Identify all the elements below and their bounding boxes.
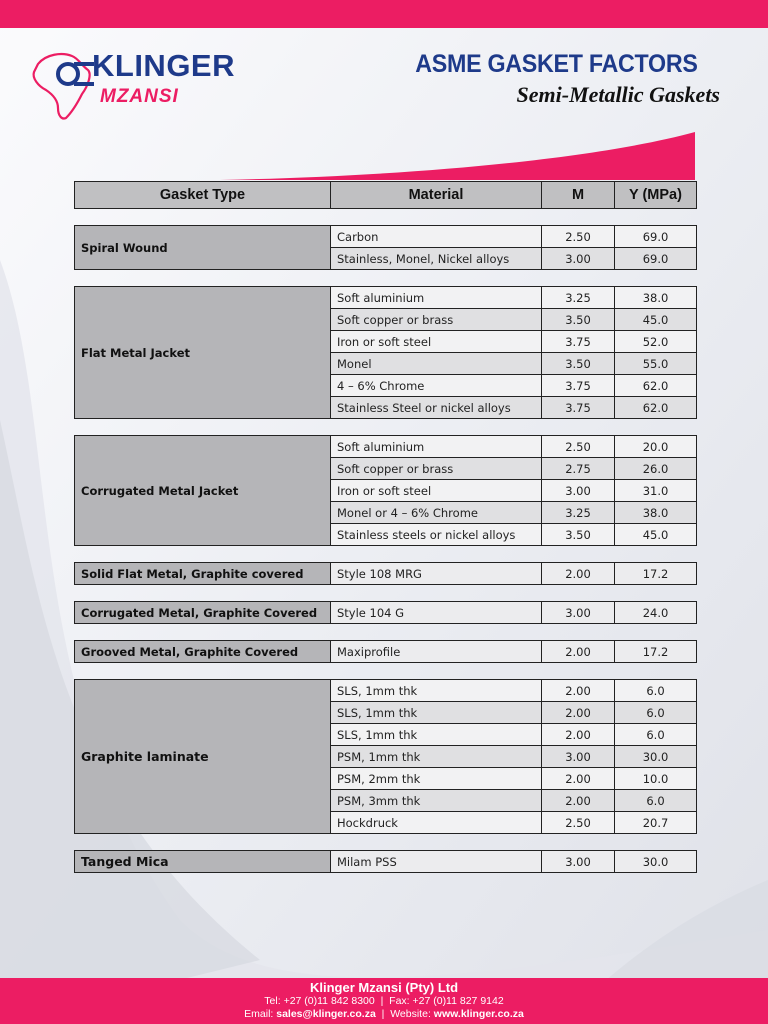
gasket-group-table bbox=[74, 562, 697, 585]
m-value-cell: 3.00 bbox=[542, 851, 615, 873]
table-row bbox=[75, 563, 697, 585]
footer-separator: | bbox=[378, 1008, 388, 1020]
gasket-type-cell: Corrugated Metal Jacket bbox=[75, 436, 331, 546]
material-cell: SLS, 1mm thk bbox=[331, 702, 542, 724]
table-row bbox=[75, 287, 697, 309]
y-value-cell: 17.2 bbox=[615, 563, 697, 585]
m-value-cell: 2.00 bbox=[542, 641, 615, 663]
y-value-cell: 6.0 bbox=[615, 724, 697, 746]
logo-wordmark: KLINGER bbox=[92, 48, 235, 83]
y-value-cell: 62.0 bbox=[615, 375, 697, 397]
m-value-cell: 3.75 bbox=[542, 397, 615, 419]
company-logo bbox=[28, 46, 268, 126]
gasket-group-table bbox=[74, 435, 697, 546]
header-swoosh bbox=[0, 128, 768, 188]
material-cell: SLS, 1mm thk bbox=[331, 680, 542, 702]
table-header bbox=[74, 181, 697, 209]
y-value-cell: 69.0 bbox=[615, 226, 697, 248]
website-link[interactable]: www.klinger.co.za bbox=[433, 1008, 524, 1020]
email-link[interactable]: sales@klinger.co.za bbox=[276, 1008, 376, 1020]
column-header-m: M bbox=[542, 182, 615, 209]
gasket-group-table bbox=[74, 850, 697, 873]
m-value-cell: 2.00 bbox=[542, 563, 615, 585]
material-cell: Stainless Steel or nickel alloys bbox=[331, 397, 542, 419]
table-row bbox=[75, 641, 697, 663]
material-cell: Soft aluminium bbox=[331, 436, 542, 458]
m-value-cell: 2.00 bbox=[542, 680, 615, 702]
footer bbox=[0, 978, 768, 1024]
gasket-type-cell: Solid Flat Metal, Graphite covered bbox=[75, 563, 331, 585]
website-label: Website: bbox=[390, 1008, 431, 1020]
gasket-group-table bbox=[74, 286, 697, 419]
table-row bbox=[75, 602, 697, 624]
material-cell: Monel bbox=[331, 353, 542, 375]
table-row bbox=[75, 436, 697, 458]
y-value-cell: 45.0 bbox=[615, 524, 697, 546]
y-value-cell: 45.0 bbox=[615, 309, 697, 331]
logo-subtext: MZANSI bbox=[100, 86, 179, 107]
material-cell: Hockdruck bbox=[331, 812, 542, 834]
gasket-group-table bbox=[74, 601, 697, 624]
y-value-cell: 20.7 bbox=[615, 812, 697, 834]
y-value-cell: 6.0 bbox=[615, 680, 697, 702]
tel-number: +27 (0)11 842 8300 bbox=[283, 995, 375, 1007]
material-cell: PSM, 3mm thk bbox=[331, 790, 542, 812]
material-cell: Stainless steels or nickel alloys bbox=[331, 524, 542, 546]
material-cell: Style 104 G bbox=[331, 602, 542, 624]
y-value-cell: 55.0 bbox=[615, 353, 697, 375]
y-value-cell: 6.0 bbox=[615, 790, 697, 812]
y-value-cell: 38.0 bbox=[615, 287, 697, 309]
material-cell: Iron or soft steel bbox=[331, 480, 542, 502]
m-value-cell: 2.75 bbox=[542, 458, 615, 480]
m-value-cell: 2.00 bbox=[542, 768, 615, 790]
y-value-cell: 24.0 bbox=[615, 602, 697, 624]
column-header-material: Material bbox=[331, 182, 542, 209]
top-accent-bar bbox=[0, 0, 768, 28]
y-value-cell: 6.0 bbox=[615, 702, 697, 724]
m-value-cell: 3.00 bbox=[542, 602, 615, 624]
m-value-cell: 3.50 bbox=[542, 524, 615, 546]
column-header-gasket-type: Gasket Type bbox=[75, 182, 331, 209]
page-title: ASME GASKET FACTORS bbox=[415, 50, 698, 78]
m-value-cell: 3.50 bbox=[542, 309, 615, 331]
gasket-factors-table bbox=[74, 181, 696, 873]
material-cell: Style 108 MRG bbox=[331, 563, 542, 585]
gasket-type-cell: Spiral Wound bbox=[75, 226, 331, 270]
gasket-type-cell: Grooved Metal, Graphite Covered bbox=[75, 641, 331, 663]
m-value-cell: 3.75 bbox=[542, 331, 615, 353]
gasket-type-cell: Graphite laminate bbox=[75, 680, 331, 834]
fax-label: Fax: bbox=[389, 995, 410, 1007]
material-cell: Iron or soft steel bbox=[331, 331, 542, 353]
material-cell: Carbon bbox=[331, 226, 542, 248]
m-value-cell: 2.50 bbox=[542, 436, 615, 458]
page-subtitle: Semi-Metallic Gaskets bbox=[516, 82, 720, 107]
m-value-cell: 2.00 bbox=[542, 702, 615, 724]
material-cell: Stainless, Monel, Nickel alloys bbox=[331, 248, 542, 270]
m-value-cell: 2.00 bbox=[542, 724, 615, 746]
table-row bbox=[75, 851, 697, 873]
m-value-cell: 3.75 bbox=[542, 375, 615, 397]
material-cell: Soft aluminium bbox=[331, 287, 542, 309]
gasket-group-table bbox=[74, 679, 697, 834]
material-cell: SLS, 1mm thk bbox=[331, 724, 542, 746]
y-value-cell: 20.0 bbox=[615, 436, 697, 458]
material-cell: Monel or 4 – 6% Chrome bbox=[331, 502, 542, 524]
gasket-group-table bbox=[74, 640, 697, 663]
material-cell: PSM, 2mm thk bbox=[331, 768, 542, 790]
table-row bbox=[75, 680, 697, 702]
m-value-cell: 2.00 bbox=[542, 790, 615, 812]
material-cell: Soft copper or brass bbox=[331, 458, 542, 480]
y-value-cell: 30.0 bbox=[615, 851, 697, 873]
material-cell: Milam PSS bbox=[331, 851, 542, 873]
y-value-cell: 52.0 bbox=[615, 331, 697, 353]
m-value-cell: 3.50 bbox=[542, 353, 615, 375]
table-body bbox=[74, 225, 696, 873]
m-value-cell: 3.00 bbox=[542, 746, 615, 768]
m-value-cell: 3.00 bbox=[542, 248, 615, 270]
m-value-cell: 3.25 bbox=[542, 502, 615, 524]
m-value-cell: 3.25 bbox=[542, 287, 615, 309]
footer-separator: | bbox=[377, 995, 387, 1007]
column-header-y: Y (MPa) bbox=[615, 182, 697, 209]
gasket-group-table bbox=[74, 225, 697, 270]
fax-number: +27 (0)11 827 9142 bbox=[412, 995, 504, 1007]
y-value-cell: 17.2 bbox=[615, 641, 697, 663]
footer-company: Klinger Mzansi (Pty) Ltd bbox=[309, 980, 459, 995]
m-value-cell: 2.50 bbox=[542, 226, 615, 248]
m-value-cell: 2.50 bbox=[542, 812, 615, 834]
y-value-cell: 26.0 bbox=[615, 458, 697, 480]
material-cell: PSM, 1mm thk bbox=[331, 746, 542, 768]
m-value-cell: 3.00 bbox=[542, 480, 615, 502]
email-label: Email: bbox=[244, 1008, 274, 1020]
y-value-cell: 69.0 bbox=[615, 248, 697, 270]
material-cell: Soft copper or brass bbox=[331, 309, 542, 331]
gasket-type-cell: Corrugated Metal, Graphite Covered bbox=[75, 602, 331, 624]
y-value-cell: 38.0 bbox=[615, 502, 697, 524]
y-value-cell: 31.0 bbox=[615, 480, 697, 502]
footer-contact-line bbox=[0, 995, 768, 1008]
material-cell: 4 – 6% Chrome bbox=[331, 375, 542, 397]
tel-label: Tel: bbox=[264, 995, 281, 1007]
y-value-cell: 62.0 bbox=[615, 397, 697, 419]
gasket-type-cell: Tanged Mica bbox=[75, 851, 331, 873]
header bbox=[0, 28, 768, 178]
gasket-type-cell: Flat Metal Jacket bbox=[75, 287, 331, 419]
y-value-cell: 10.0 bbox=[615, 768, 697, 790]
table-row bbox=[75, 226, 697, 248]
header-row bbox=[75, 182, 697, 209]
y-value-cell: 30.0 bbox=[615, 746, 697, 768]
material-cell: Maxiprofile bbox=[331, 641, 542, 663]
footer-web-line bbox=[0, 1008, 768, 1021]
